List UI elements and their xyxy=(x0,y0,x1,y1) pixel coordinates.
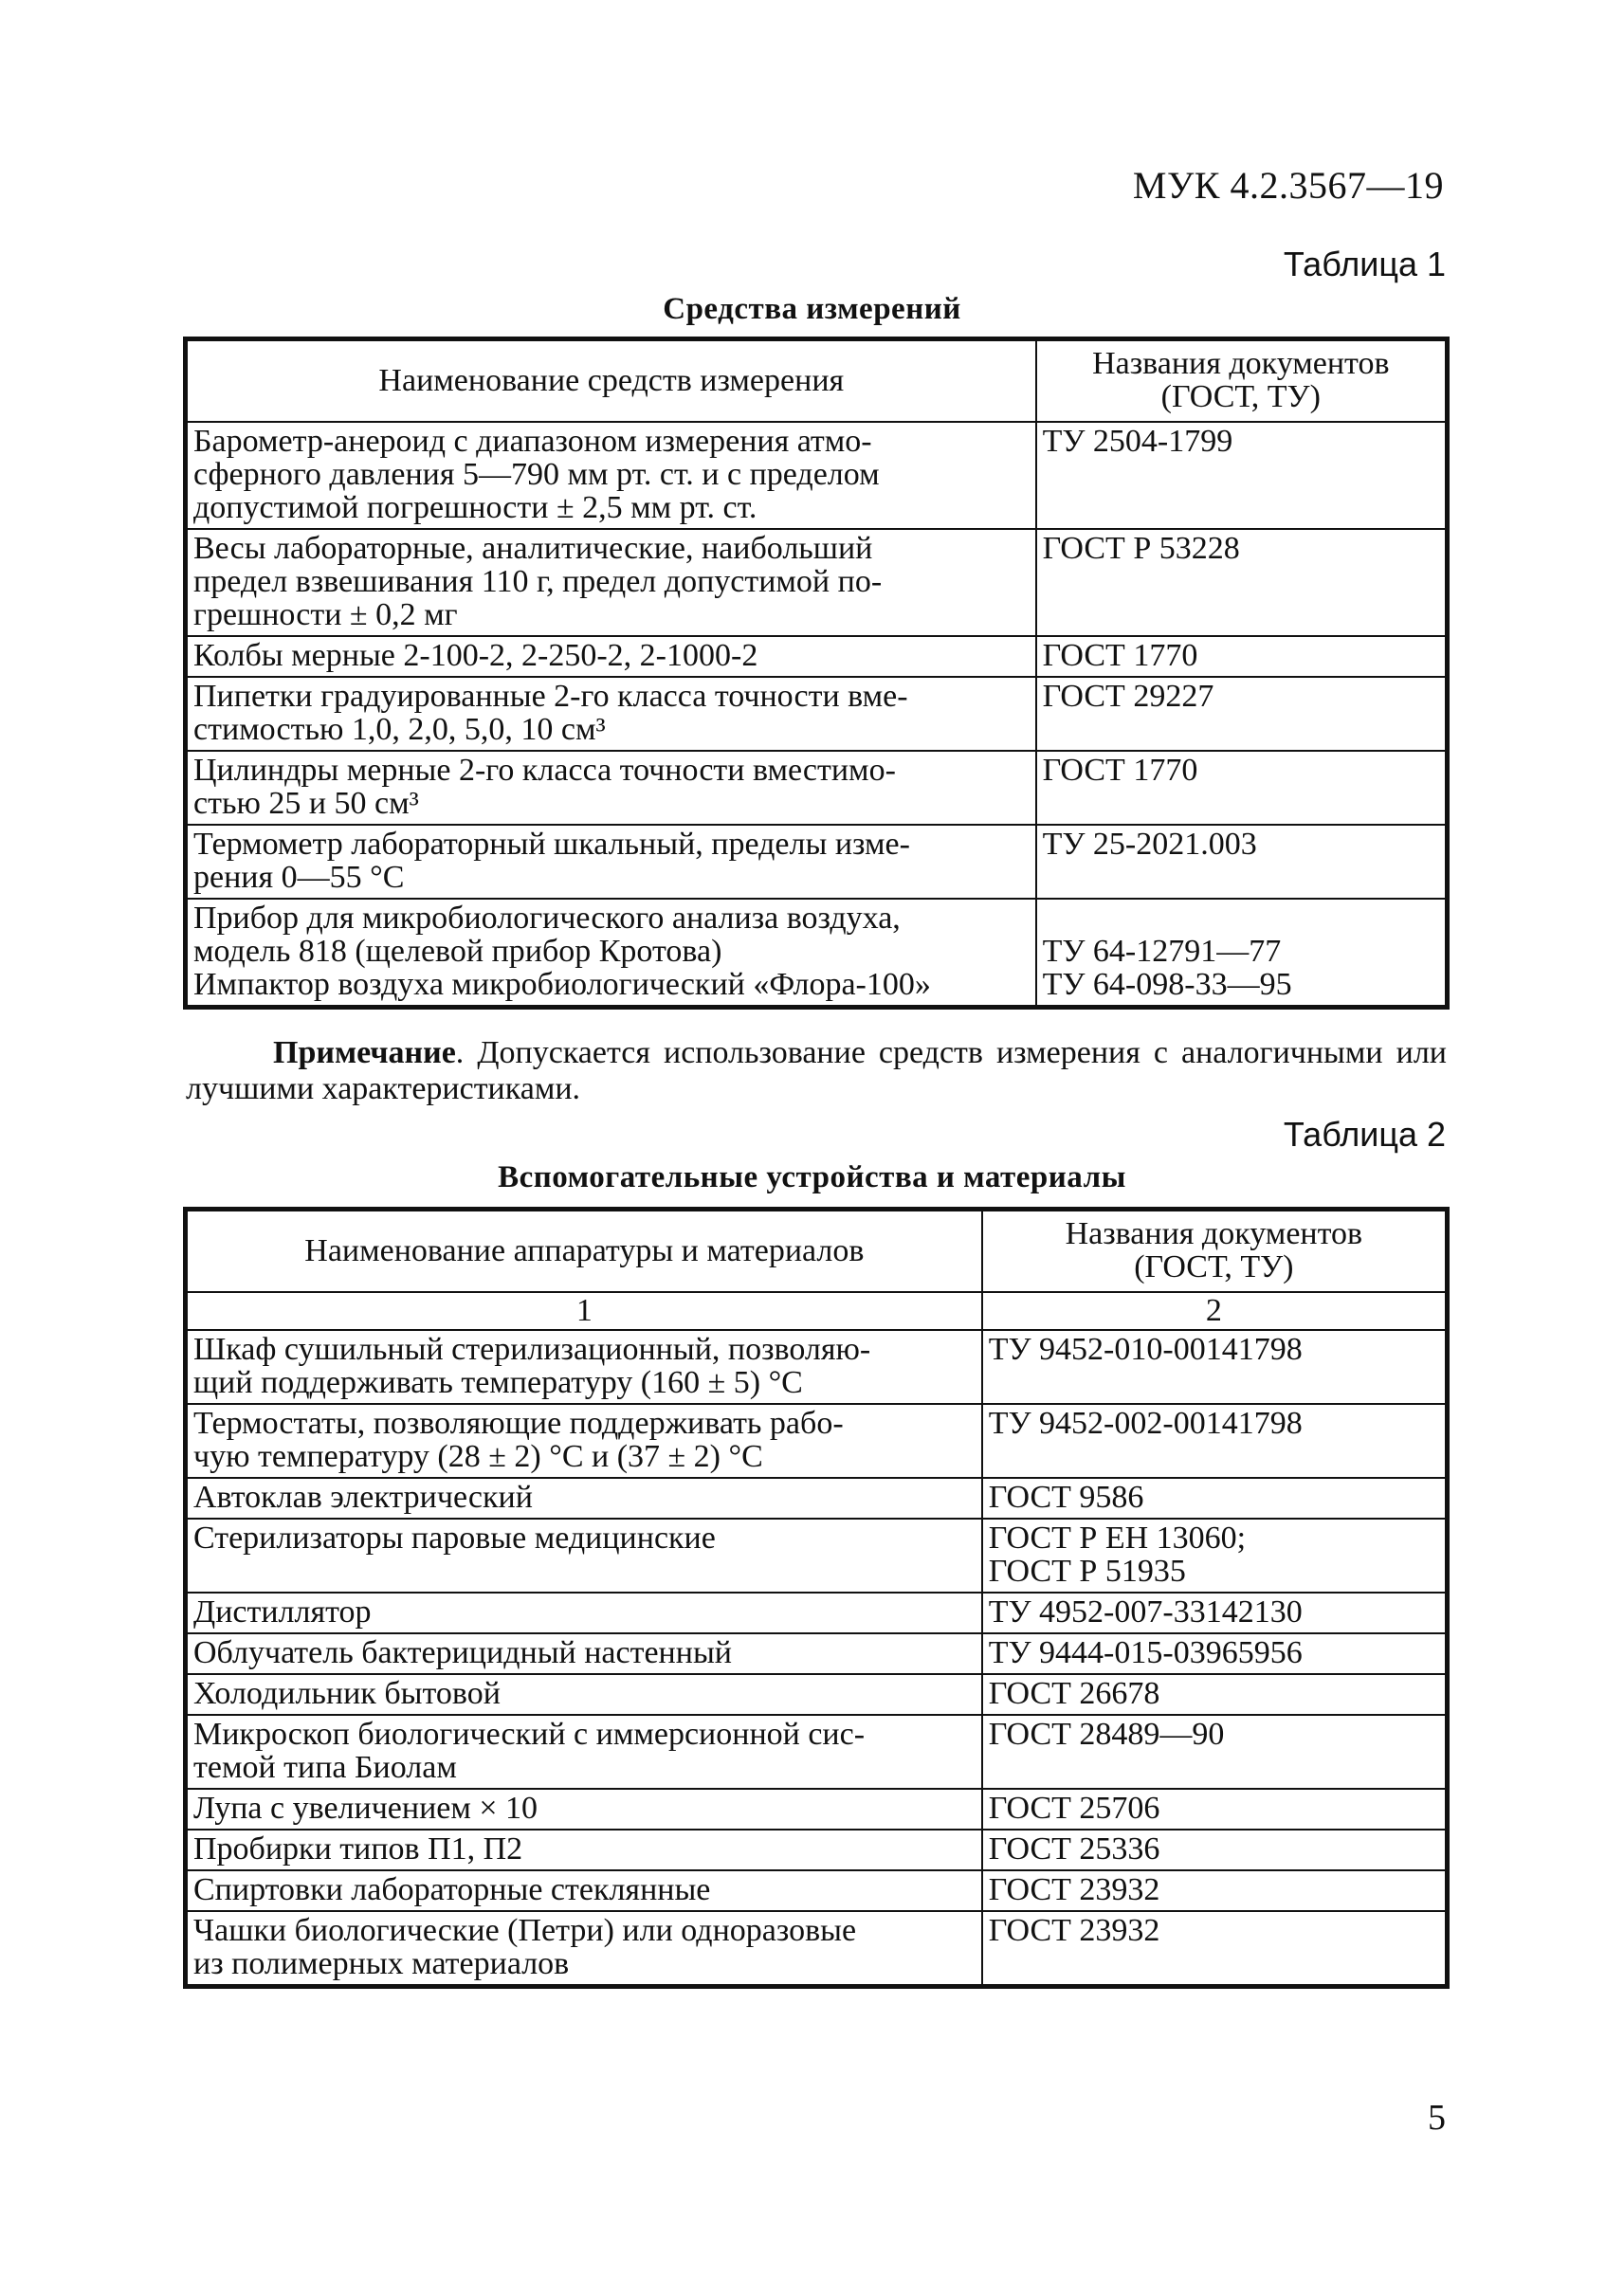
table-row xyxy=(187,1519,1446,1593)
table-2-title: Вспомогательные устройства и материалы xyxy=(498,1160,1126,1194)
name-cell xyxy=(187,1330,982,1404)
table-1-header-row xyxy=(187,340,1446,422)
table-2-header-row xyxy=(187,1211,1446,1292)
name-cell xyxy=(187,1870,982,1911)
document-line: ТУ 4952-007-33142130 xyxy=(988,1594,1303,1630)
document-cell xyxy=(982,1674,1446,1715)
document-cell xyxy=(982,1911,1446,1985)
table-2-col2-header-line2: (ГОСТ, ТУ) xyxy=(1134,1249,1294,1284)
name-line: Пробирки типов П1, П2 xyxy=(193,1831,523,1867)
table-row xyxy=(187,529,1446,636)
table-2-body xyxy=(187,1211,1446,1985)
document-cell xyxy=(982,1870,1446,1911)
name-cell xyxy=(187,1830,982,1870)
name-line: Стерилизаторы паровые медицинские xyxy=(193,1521,716,1556)
document-line: ГОСТ Р 53228 xyxy=(1042,531,1240,566)
document-line: ТУ 64-098-33—95 xyxy=(1042,967,1292,1002)
name-line: Весы лабораторные, аналитические, наибольший xyxy=(193,531,873,566)
table-1-col2-header-line1: Названия документов xyxy=(1092,346,1390,381)
document-cell xyxy=(1036,636,1446,677)
name-line: Холодильник бытовой xyxy=(193,1676,501,1711)
name-cell xyxy=(187,751,1036,825)
table-1-title: Средства измерений xyxy=(663,292,961,326)
note xyxy=(186,1035,1447,1107)
document-cell xyxy=(982,1633,1446,1674)
table-row xyxy=(187,1789,1446,1830)
document-cell xyxy=(982,1404,1446,1478)
table-row xyxy=(187,1404,1446,1478)
document-line: ГОСТ 23932 xyxy=(988,1913,1160,1948)
name-cell xyxy=(187,1715,982,1789)
document-line: ГОСТ 9586 xyxy=(988,1480,1144,1515)
document-cell xyxy=(1036,751,1446,825)
name-line: Спиртовки лабораторные стеклянные xyxy=(193,1872,711,1907)
table-row xyxy=(187,751,1446,825)
table-row xyxy=(187,677,1446,751)
name-line: сферного давления 5—790 мм рт. ст. и с пределом xyxy=(193,457,880,492)
document-cell xyxy=(1036,677,1446,751)
name-line: щий поддерживать температуру (160 ± 5) °С xyxy=(193,1365,803,1400)
name-cell xyxy=(187,1478,982,1519)
document-cell xyxy=(1036,422,1446,529)
table-row xyxy=(187,422,1446,529)
document-cell xyxy=(982,1830,1446,1870)
name-cell xyxy=(187,1674,982,1715)
table-2-col1-number: 1 xyxy=(187,1292,982,1330)
table-row xyxy=(187,1633,1446,1674)
document-cell xyxy=(1036,529,1446,636)
name-line: Термостаты, позволяющие поддерживать рабо- xyxy=(193,1406,844,1441)
table-row xyxy=(187,1830,1446,1870)
document-line: ГОСТ 1770 xyxy=(1042,638,1198,673)
document-line: ТУ 9452-002-00141798 xyxy=(988,1406,1303,1441)
table-row xyxy=(187,825,1446,899)
table-2 xyxy=(186,1210,1447,1986)
name-line: предел взвешивания 110 г, предел допустимой по- xyxy=(193,564,883,599)
document-line: ГОСТ 28489—90 xyxy=(988,1717,1225,1752)
name-line: модель 818 (щелевой прибор Кротова) xyxy=(193,934,722,969)
note-label: Примечание xyxy=(273,1035,456,1070)
name-line: Цилиндры мерные 2-го класса точности вместимо- xyxy=(193,753,896,788)
name-line: Дистиллятор xyxy=(193,1594,372,1630)
table-2-col2-header xyxy=(982,1211,1446,1292)
name-cell xyxy=(187,1633,982,1674)
name-line: Автоклав электрический xyxy=(193,1480,533,1515)
name-line: Колбы мерные 2-100-2, 2-250-2, 2-1000-2 xyxy=(193,638,758,673)
name-line: из полимерных материалов xyxy=(193,1946,570,1981)
document-line: ТУ 9444-015-03965956 xyxy=(988,1635,1303,1670)
table-row xyxy=(187,1870,1446,1911)
table-1-number: Таблица 1 xyxy=(1283,245,1446,283)
document-cell xyxy=(982,1330,1446,1404)
document-line: ГОСТ Р ЕН 13060; xyxy=(988,1521,1247,1556)
document-line: ГОСТ 25336 xyxy=(988,1831,1160,1867)
document-line: ТУ 64-12791—77 xyxy=(1042,934,1282,969)
name-line: Облучатель бактерицидный настенный xyxy=(193,1635,732,1670)
document-line: ГОСТ 1770 xyxy=(1042,753,1198,788)
name-cell xyxy=(187,1404,982,1478)
name-cell xyxy=(187,529,1036,636)
document-line: ТУ 2504-1799 xyxy=(1042,424,1233,459)
name-line: темой типа Биолам xyxy=(193,1750,457,1785)
name-line: Микроскоп биологический с иммерсионной сис- xyxy=(193,1717,866,1752)
table-1 xyxy=(186,339,1447,1007)
table-row xyxy=(187,1674,1446,1715)
table-row xyxy=(187,1330,1446,1404)
table-row xyxy=(187,1593,1446,1633)
document-line: ГОСТ Р 51935 xyxy=(988,1554,1186,1589)
document-cell xyxy=(982,1478,1446,1519)
name-line: стью 25 и 50 см³ xyxy=(193,786,419,821)
table-row xyxy=(187,1478,1446,1519)
document-cell xyxy=(1036,825,1446,899)
table-2-col2-header-line1: Названия документов xyxy=(1065,1216,1363,1251)
table-1-col2-header-line2: (ГОСТ, ТУ) xyxy=(1160,379,1321,414)
document-line: ГОСТ 29227 xyxy=(1042,679,1214,714)
name-line: чую температуру (28 ± 2) °С и (37 ± 2) °С xyxy=(193,1439,763,1474)
name-cell xyxy=(187,825,1036,899)
name-line: Термометр лабораторный шкальный, пределы изме- xyxy=(193,827,910,862)
name-line: стимостью 1,0, 2,0, 5,0, 10 см³ xyxy=(193,712,606,747)
table-2-number: Таблица 2 xyxy=(1283,1115,1446,1154)
document-line: ГОСТ 23932 xyxy=(988,1872,1160,1907)
document-line: ТУ 9452-010-00141798 xyxy=(988,1332,1303,1367)
name-line: Пипетки градуированные 2-го класса точности вме- xyxy=(193,679,908,714)
name-line: допустимой погрешности ± 2,5 мм рт. ст. xyxy=(193,490,757,525)
table-1-col2-header xyxy=(1036,340,1446,422)
name-cell xyxy=(187,677,1036,751)
table-1-body xyxy=(187,340,1446,1006)
name-cell xyxy=(187,899,1036,1006)
page-number: 5 xyxy=(1428,2098,1446,2138)
name-cell xyxy=(187,1593,982,1633)
name-cell xyxy=(187,422,1036,529)
document-cell xyxy=(982,1715,1446,1789)
table-2-number-row xyxy=(187,1292,1446,1330)
document-line: ГОСТ 25706 xyxy=(988,1791,1160,1826)
name-line: Чашки биологические (Петри) или одноразовые xyxy=(193,1913,857,1948)
name-cell xyxy=(187,1789,982,1830)
name-line: Лупа с увеличением × 10 xyxy=(193,1791,538,1826)
table-2-col1-header: Наименование аппаратуры и материалов xyxy=(187,1211,982,1292)
name-line: Прибор для микробиологического анализа воздуха, xyxy=(193,901,901,936)
name-line: Шкаф сушильный стерилизационный, позволяю- xyxy=(193,1332,871,1367)
table-1-col1-header: Наименование средств измерения xyxy=(187,340,1036,422)
table-row xyxy=(187,1715,1446,1789)
table-row xyxy=(187,1911,1446,1985)
note-text: . Допускается использование средств измерения с аналогичными или лучшими характеристиками. xyxy=(186,1035,1447,1106)
name-line: грешности ± 0,2 мг xyxy=(193,597,458,632)
document-line: ГОСТ 26678 xyxy=(988,1676,1160,1711)
table-2-col2-number: 2 xyxy=(982,1292,1446,1330)
document-code: МУК 4.2.3567—19 xyxy=(1132,164,1444,207)
table-row xyxy=(187,636,1446,677)
document-cell xyxy=(982,1789,1446,1830)
document-cell xyxy=(1036,899,1446,1006)
table-row xyxy=(187,899,1446,1006)
name-cell xyxy=(187,1519,982,1593)
name-cell xyxy=(187,1911,982,1985)
name-line: Барометр-анероид с диапазоном измерения атмо- xyxy=(193,424,872,459)
name-line: Импактор воздуха микробиологический «Флора-100» xyxy=(193,967,931,1002)
document-line: ТУ 25-2021.003 xyxy=(1042,827,1257,862)
document-cell xyxy=(982,1519,1446,1593)
name-line: рения 0—55 °С xyxy=(193,860,405,895)
document-line xyxy=(1043,902,1439,935)
name-cell xyxy=(187,636,1036,677)
document-cell xyxy=(982,1593,1446,1633)
